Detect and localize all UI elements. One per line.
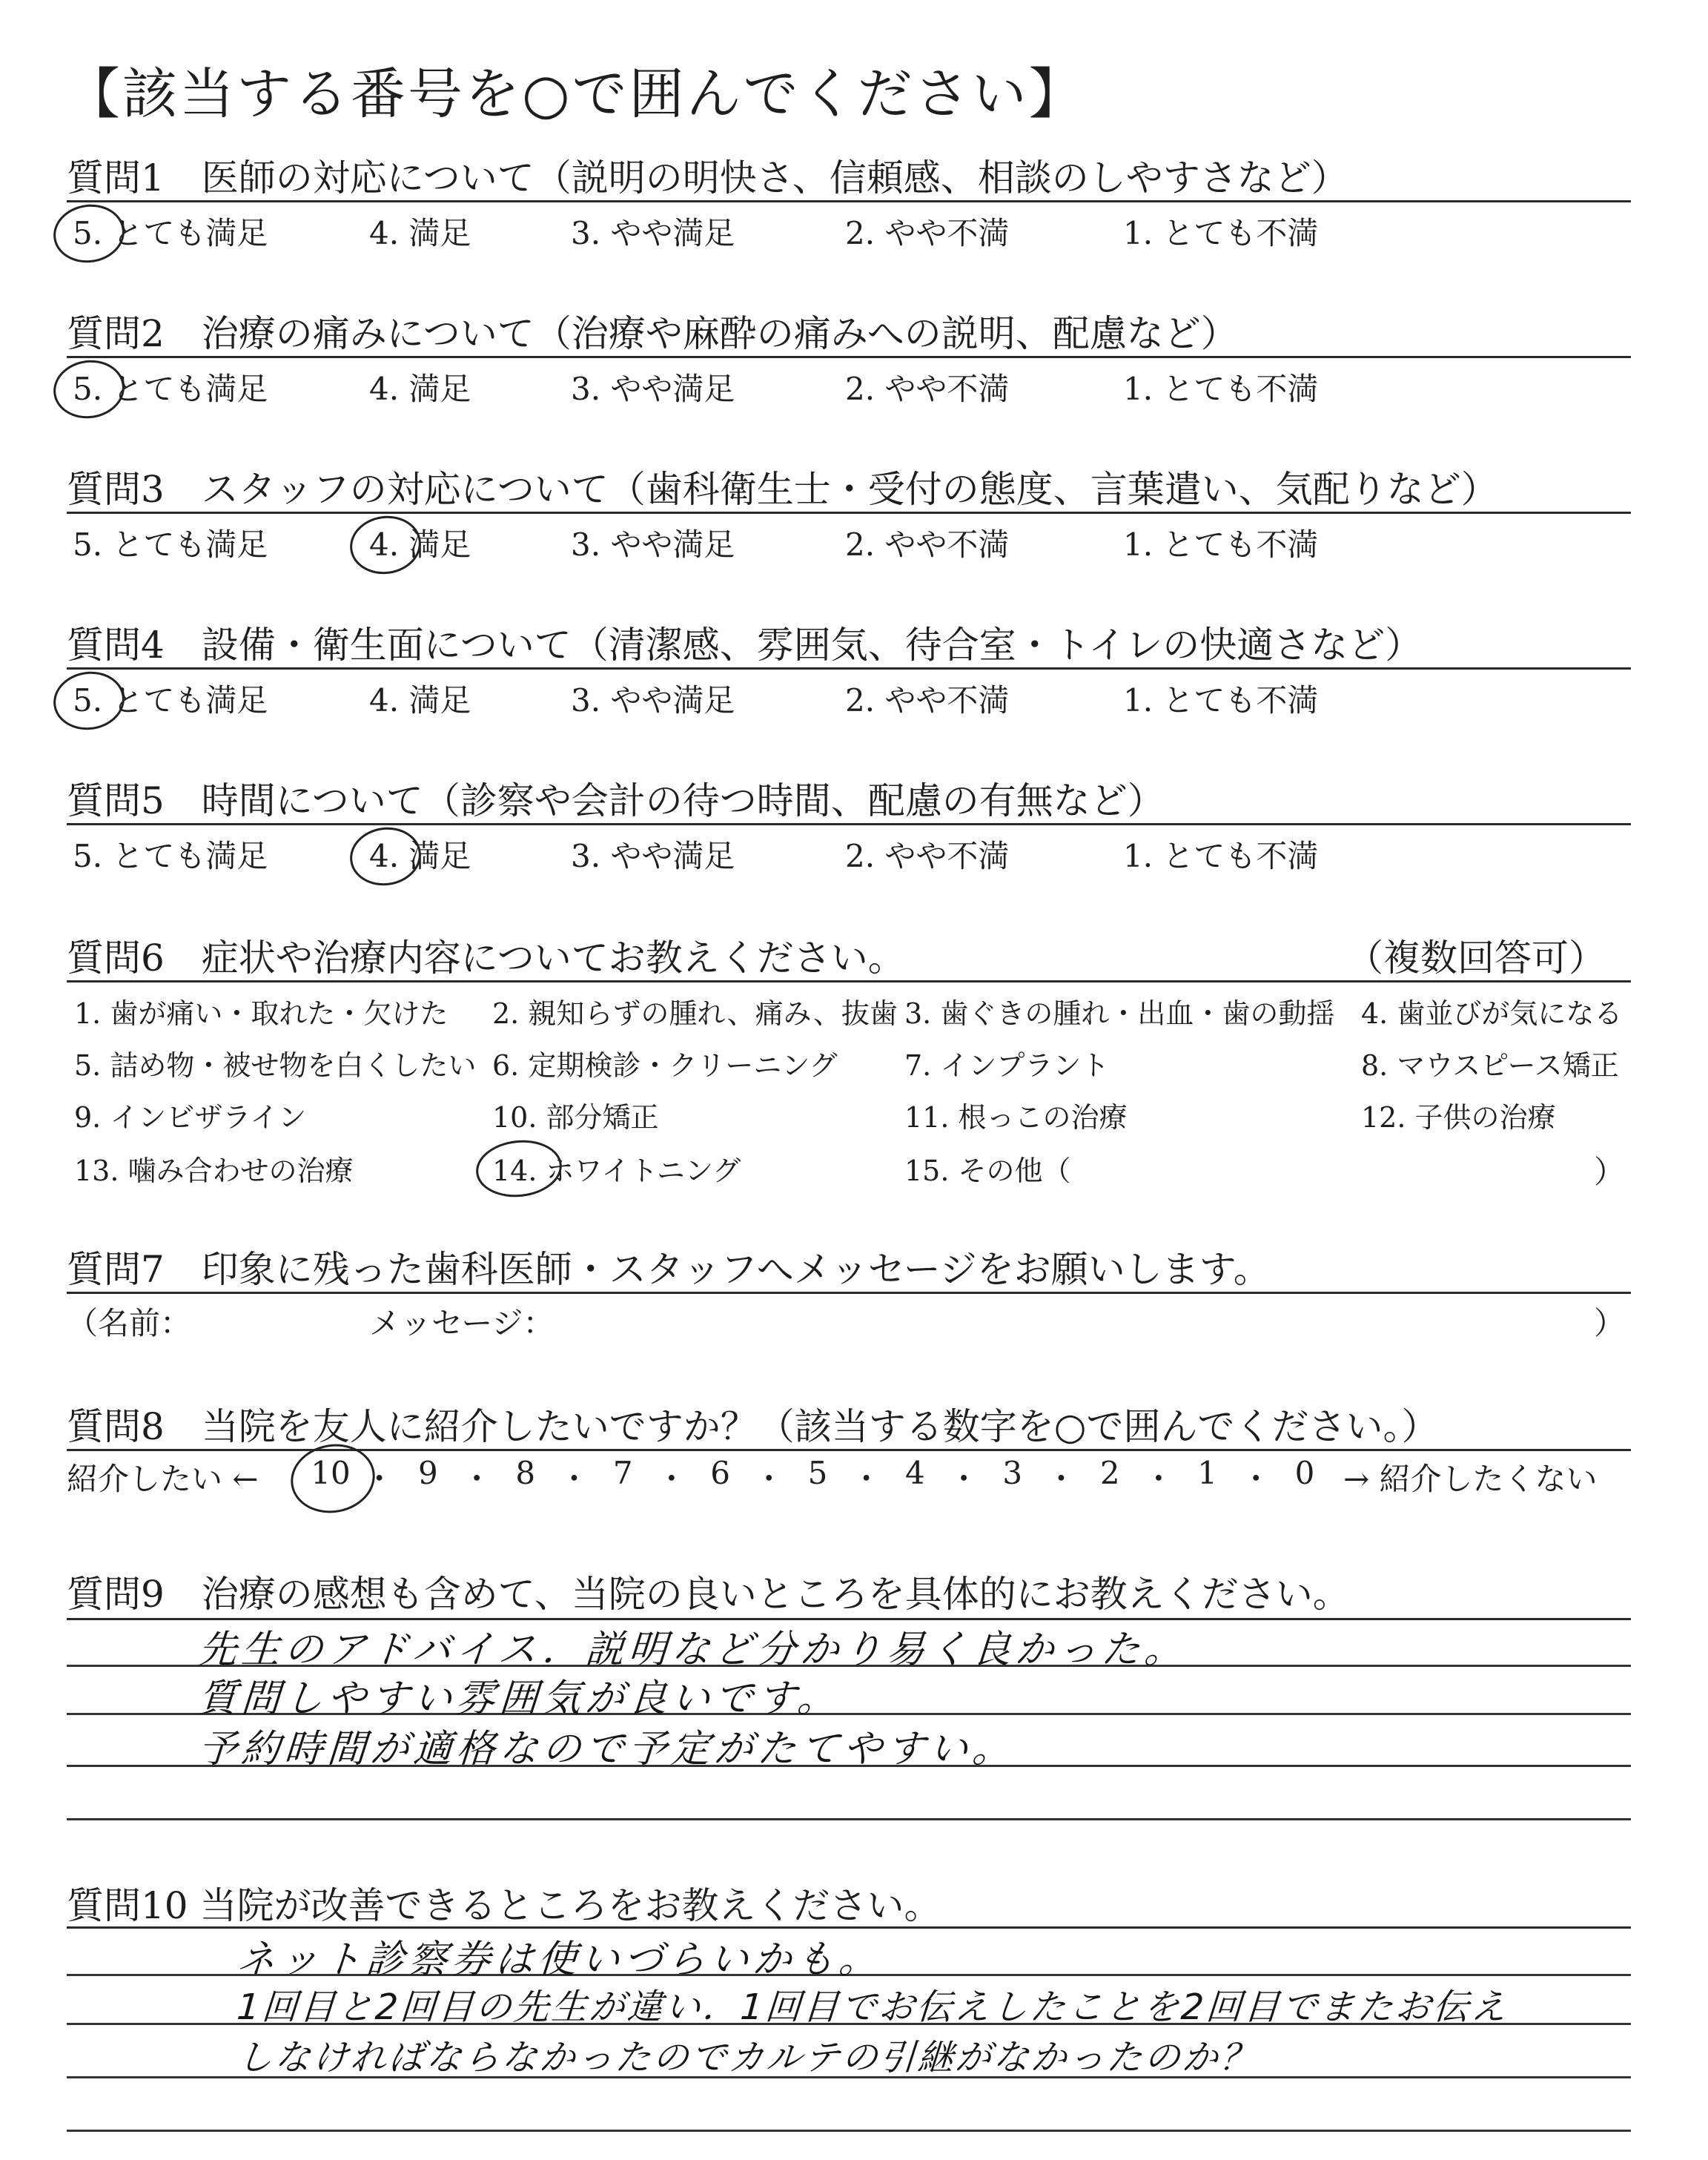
- q2-option-3[interactable]: 3. やや満足: [571, 371, 735, 407]
- q6-option-5[interactable]: 5. 詰め物・被せ物を白くしたい: [74, 1049, 477, 1082]
- q4-option-5[interactable]: 5. とても満足: [73, 682, 268, 719]
- q9-title: 質問9 治療の感想も含めて、当院の良いところを具体的にお教えください。: [67, 1573, 1350, 1616]
- q6-close-paren: ）: [1593, 1154, 1625, 1190]
- q8-scale-value-4[interactable]: 4: [905, 1455, 925, 1491]
- q8-left-label: 紹介したい ←: [67, 1461, 259, 1497]
- q1-option-5[interactable]: 5. とても満足: [73, 215, 268, 251]
- q8-scale-value-9[interactable]: 9: [418, 1455, 438, 1491]
- q3-option-1[interactable]: 1. とても不満: [1123, 526, 1319, 563]
- q2-option-2[interactable]: 2. やや不満: [845, 371, 1010, 407]
- q8-scale-separator: ・: [850, 1461, 882, 1497]
- q8-scale-value-0[interactable]: 0: [1294, 1455, 1315, 1491]
- q8-scale-separator: ・: [363, 1461, 395, 1497]
- q10-line-rule: [67, 2130, 1631, 2132]
- q8-scale-value-8[interactable]: 8: [515, 1455, 536, 1491]
- survey-header: 【該当する番号を○で囲んでください】: [65, 62, 1086, 126]
- q4-option-3[interactable]: 3. やや満足: [571, 682, 735, 719]
- q6-option-7[interactable]: 7. インプラント: [904, 1049, 1110, 1082]
- q10-answer-line: しなければならなかったのでカルテの引継がなかったのか？: [235, 2037, 1260, 2078]
- q6-option-6[interactable]: 6. 定期検診・クリーニング: [492, 1049, 838, 1082]
- q8-scale-value-7[interactable]: 7: [612, 1455, 633, 1491]
- q10-title: 質問10 当院が改善できるところをお教えください。: [67, 1884, 941, 1927]
- q6-option-14[interactable]: 14. ホワイトニング: [492, 1155, 741, 1187]
- q9-answer-line: 質問しやすい雰囲気が良いです。: [196, 1677, 842, 1721]
- q6-option-15[interactable]: 15. その他（: [904, 1155, 1071, 1187]
- q6-title: 質問6 症状や治療内容についてお教えください。: [67, 937, 905, 980]
- q10-answer-line: ネット診察券は使いづらいかも。: [235, 1938, 884, 1982]
- q8-scale-value-5[interactable]: 5: [807, 1455, 828, 1491]
- q6-rule: [67, 980, 1631, 982]
- q6-option-8[interactable]: 8. マウスピース矯正: [1361, 1049, 1619, 1082]
- q8-scale-separator: ・: [948, 1461, 980, 1497]
- q5-rule: [67, 823, 1631, 825]
- q4-option-4[interactable]: 4. 満足: [369, 682, 471, 719]
- q5-option-2[interactable]: 2. やや不満: [845, 838, 1010, 874]
- q4-option-1[interactable]: 1. とても不満: [1123, 682, 1319, 719]
- q7-rule: [67, 1292, 1631, 1294]
- q8-scale-separator: ・: [655, 1461, 687, 1497]
- q8-scale-separator: ・: [558, 1461, 590, 1497]
- q8-scale-value-6[interactable]: 6: [710, 1455, 730, 1491]
- q8-scale-separator: ・: [1240, 1461, 1272, 1497]
- q1-option-3[interactable]: 3. やや満足: [571, 215, 735, 251]
- q9-answer-line: 予約時間が適格なので予定がたてやすい。: [196, 1727, 1017, 1771]
- q3-option-4[interactable]: 4. 満足: [369, 526, 471, 563]
- q7-close-paren: ）: [1593, 1305, 1625, 1341]
- q8-scale-separator: ・: [1045, 1461, 1077, 1497]
- q5-option-3[interactable]: 3. やや満足: [571, 838, 735, 874]
- q7-title: 質問7 印象に残った歯科医師・スタッフへメッセージをお願いします。: [67, 1248, 1271, 1291]
- q4-title: 質問4 設備・衛生面について（清潔感、雰囲気、待合室・トイレの快適さなど）: [67, 624, 1423, 667]
- q8-scale-value-1[interactable]: 1: [1197, 1455, 1217, 1491]
- q8-scale-value-10[interactable]: 10: [311, 1455, 351, 1491]
- q5-option-1[interactable]: 1. とても不満: [1123, 838, 1319, 874]
- q2-rule: [67, 356, 1631, 358]
- q5-option-5[interactable]: 5. とても満足: [73, 838, 268, 874]
- q6-option-3[interactable]: 3. 歯ぐきの腫れ・出血・歯の動揺: [904, 997, 1335, 1030]
- q4-rule: [67, 667, 1631, 670]
- q2-title: 質問2 治療の痛みについて（治療や麻酔の痛みへの説明、配慮など）: [67, 312, 1238, 355]
- q1-rule: [67, 200, 1631, 202]
- q1-option-1[interactable]: 1. とても不満: [1123, 215, 1319, 251]
- q3-option-2[interactable]: 2. やや不満: [845, 526, 1010, 563]
- q10-answer-line: 1回目と2回目の先生が違い．1回目でお伝えしたことを2回目でまたお伝え: [235, 1986, 1510, 2028]
- q3-rule: [67, 512, 1631, 514]
- q4-option-2[interactable]: 2. やや不満: [845, 682, 1010, 719]
- q5-option-4[interactable]: 4. 満足: [369, 838, 471, 874]
- q6-option-2[interactable]: 2. 親知らずの腫れ、痛み、抜歯: [492, 997, 898, 1030]
- q2-option-1[interactable]: 1. とても不満: [1123, 371, 1319, 407]
- q6-option-11[interactable]: 11. 根っこの治療: [904, 1101, 1128, 1134]
- q2-option-5[interactable]: 5. とても満足: [73, 371, 268, 407]
- q9-line-rule: [67, 1818, 1631, 1820]
- q8-right-label: → 紹介したくない: [1343, 1461, 1598, 1497]
- q6-note: （複数回答可）: [1346, 937, 1606, 980]
- q3-option-5[interactable]: 5. とても満足: [73, 526, 268, 563]
- q8-scale-separator: ・: [461, 1461, 493, 1497]
- q5-title: 質問5 時間について（診察や会計の待つ時間、配慮の有無など）: [67, 779, 1165, 822]
- q6-option-13[interactable]: 13. 噛み合わせの治療: [74, 1155, 354, 1187]
- q1-option-2[interactable]: 2. やや不満: [845, 215, 1010, 251]
- q6-option-4[interactable]: 4. 歯並びが気になる: [1361, 997, 1623, 1030]
- q1-title: 質問1 医師の対応について（説明の明快さ、信頼感、相談のしやすさなど）: [67, 156, 1348, 199]
- q2-option-4[interactable]: 4. 満足: [369, 371, 471, 407]
- q3-option-3[interactable]: 3. やや満足: [571, 526, 735, 563]
- q6-option-10[interactable]: 10. 部分矯正: [492, 1101, 659, 1134]
- q3-title: 質問3 スタッフの対応について（歯科衛生士・受付の態度、言葉遣い、気配りなど）: [67, 468, 1498, 511]
- q8-title: 質問8 当院を友人に紹介したいですか？（該当する数字を○で囲んでください。）: [67, 1405, 1439, 1448]
- q8-scale-value-2[interactable]: 2: [1099, 1455, 1120, 1491]
- q1-option-4[interactable]: 4. 満足: [369, 215, 471, 251]
- q6-option-9[interactable]: 9. インビザライン: [74, 1101, 307, 1134]
- q6-option-1[interactable]: 1. 歯が痛い・取れた・欠けた: [74, 997, 448, 1030]
- q7-name-label: （名前：: [67, 1305, 192, 1341]
- q8-scale-separator: ・: [1142, 1461, 1174, 1497]
- q9-answer-line: 先生のアドバイス．説明など分かり易く良かった。: [196, 1628, 1189, 1672]
- q8-scale-value-3[interactable]: 3: [1002, 1455, 1023, 1491]
- q8-rule: [67, 1449, 1631, 1451]
- q7-message-label: メッセージ：: [369, 1305, 555, 1341]
- q6-option-12[interactable]: 12. 子供の治療: [1361, 1101, 1556, 1134]
- q8-scale-separator: ・: [753, 1461, 785, 1497]
